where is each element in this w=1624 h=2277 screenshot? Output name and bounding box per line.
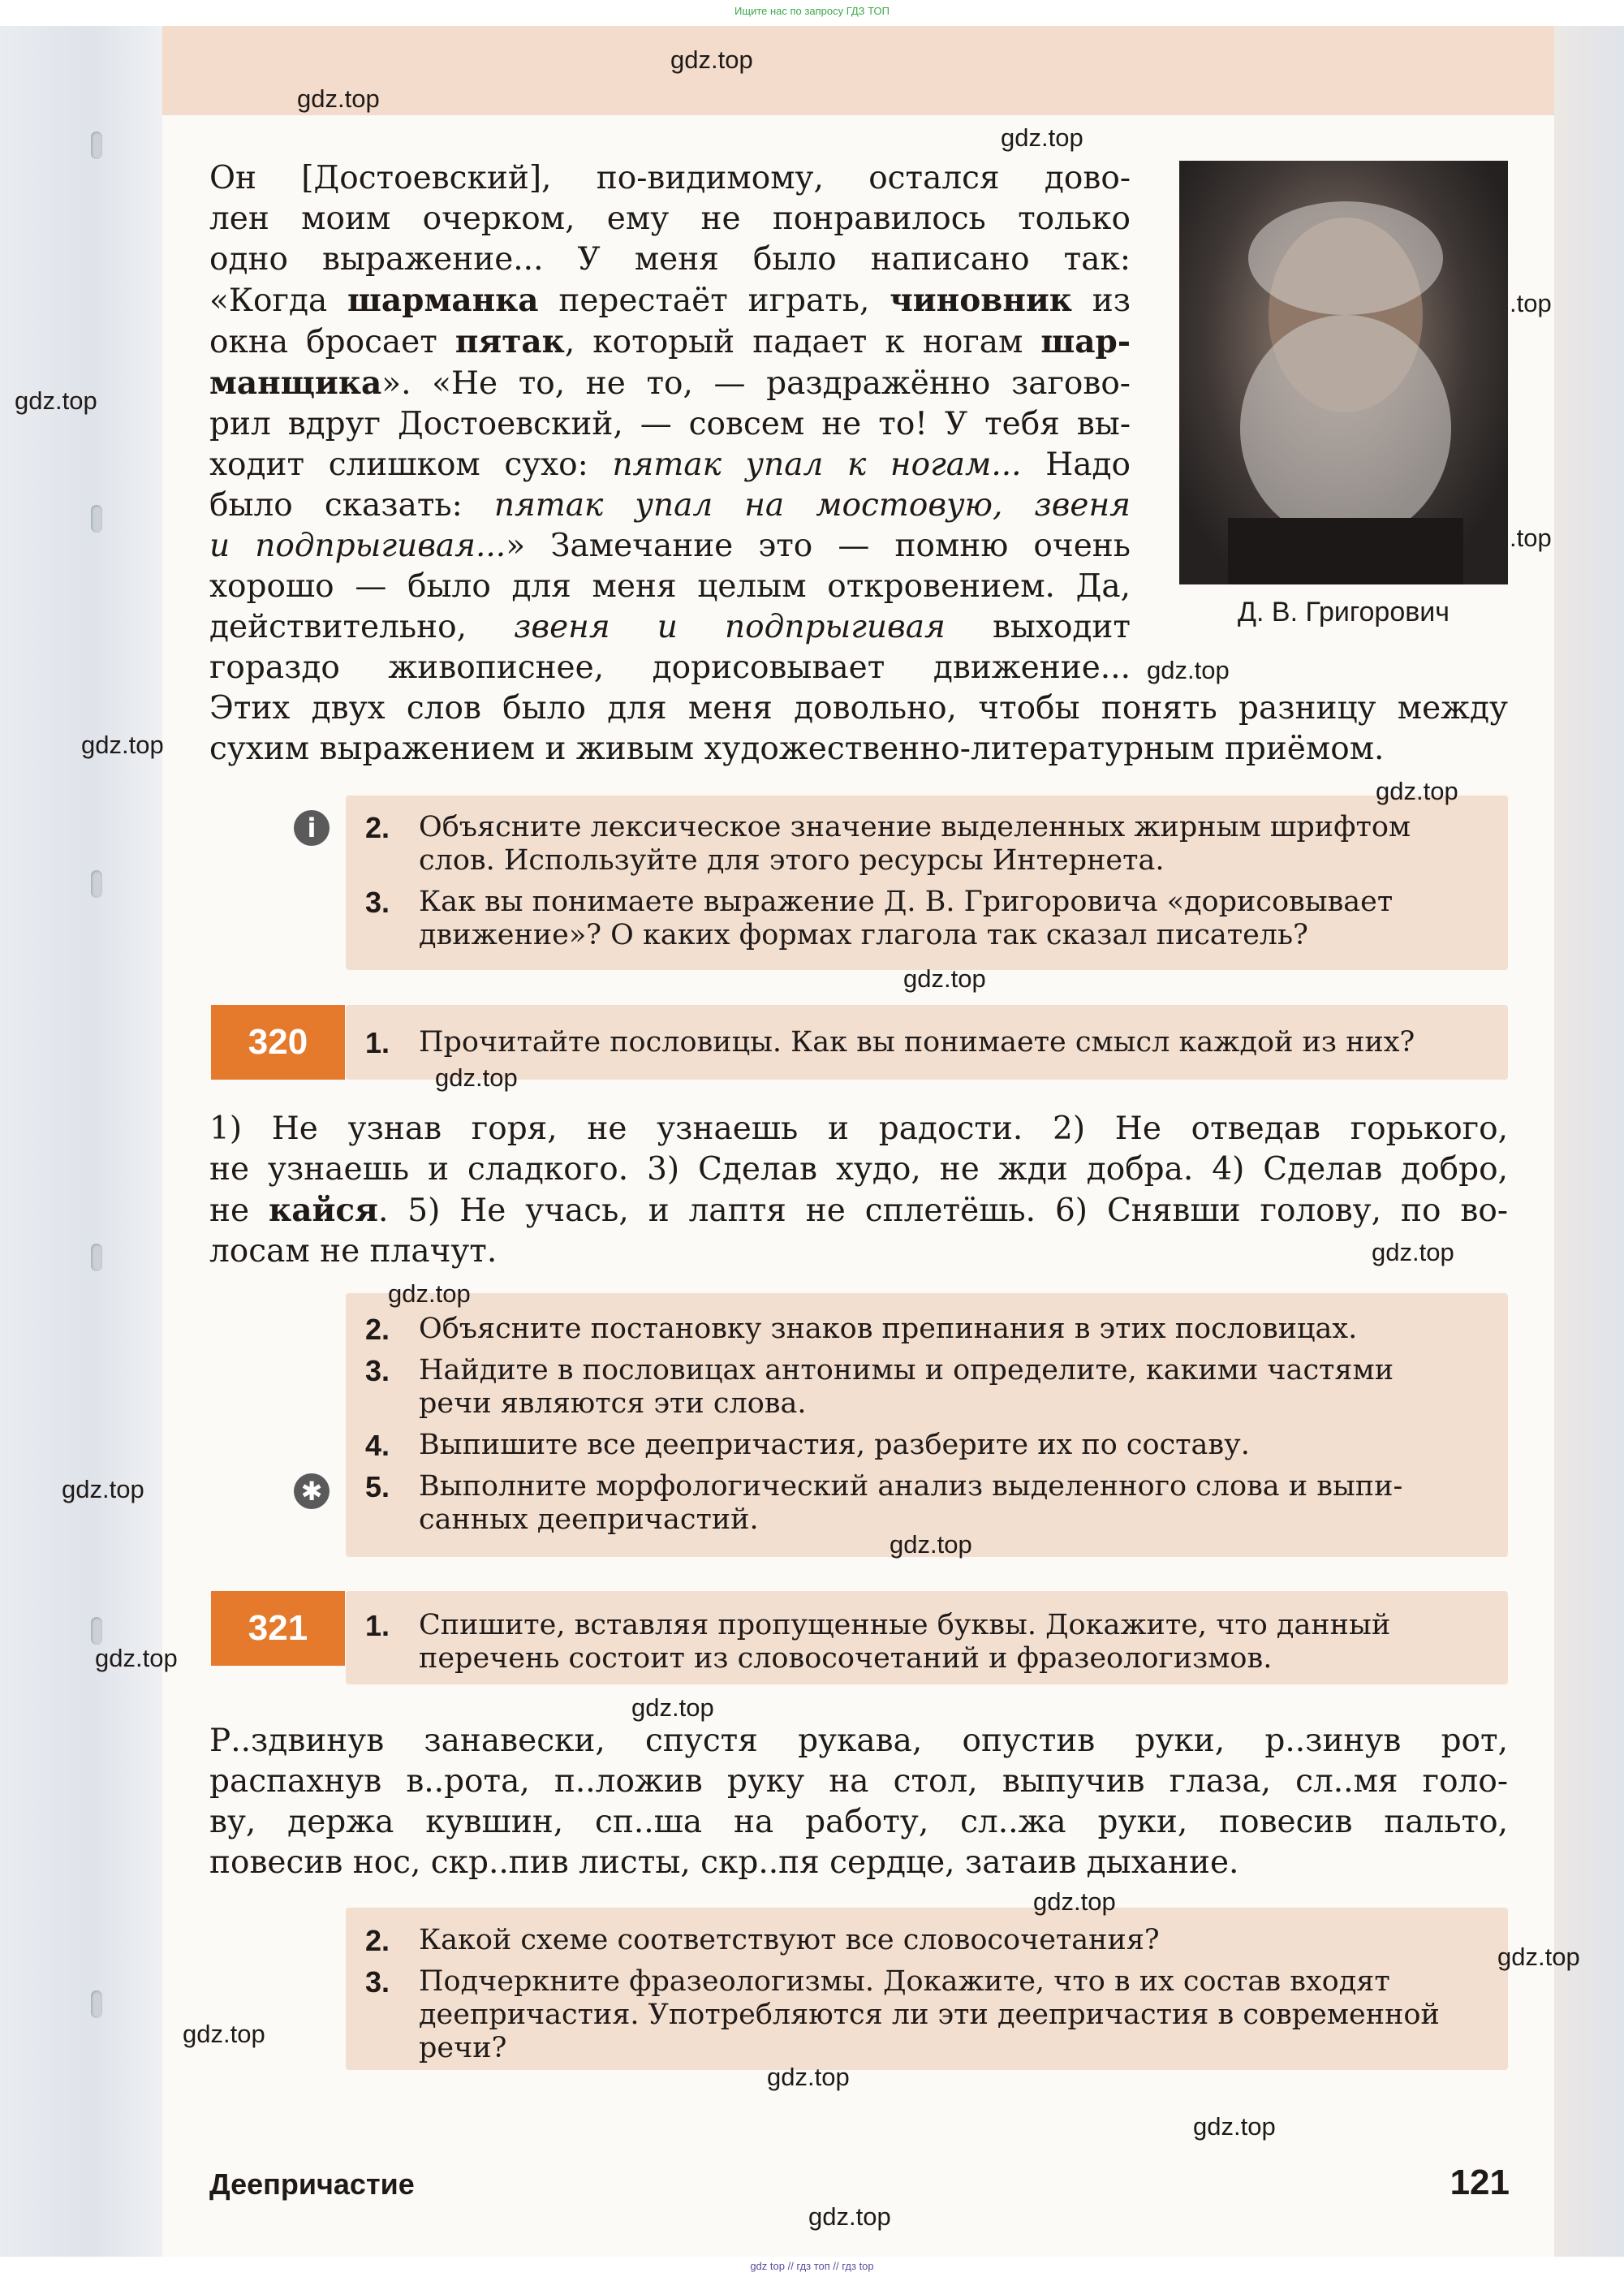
watermark: gdz.top bbox=[1001, 123, 1083, 152]
exercise-text-line: Р..здвинув занавески, спустя рукава, опустив руки, р..зинув рот, bbox=[209, 1723, 1508, 1759]
watermark: gdz.top bbox=[903, 964, 986, 993]
text-run: не bbox=[209, 1192, 269, 1229]
task-text: Объясните лексическое значение выделенных жирным шрифтом bbox=[419, 811, 1411, 843]
task-number: 1. bbox=[365, 1026, 390, 1059]
text-run: ходит слишком сухо: bbox=[209, 446, 613, 483]
intro-line bbox=[209, 688, 1508, 729]
intro-line bbox=[209, 648, 1131, 688]
task-number: 1. bbox=[365, 1609, 390, 1642]
watermark: gdz.top bbox=[435, 1063, 518, 1092]
text-run: Этих двух слов было для меня довольно, чтобы понять разницу между bbox=[209, 690, 1508, 727]
highlighted-word: манщика bbox=[209, 364, 382, 402]
task-item bbox=[365, 811, 1501, 878]
watermark: gdz.top bbox=[767, 2063, 850, 2091]
binding-hole bbox=[91, 1617, 102, 1645]
portrait-image bbox=[1179, 161, 1508, 584]
text-run: 1) Не узнав горя, не узнаешь и радости. 2) Не отведав горького, bbox=[209, 1110, 1508, 1147]
binding-margin bbox=[0, 26, 162, 2257]
exercise-text bbox=[209, 1721, 1508, 1883]
highlighted-word: чиновник bbox=[890, 282, 1072, 319]
exercise-number-badge: 321 bbox=[211, 1591, 345, 1666]
watermark: .top bbox=[1510, 289, 1552, 317]
task-text: Спишите, вставляя пропущенные буквы. Докажите, что данный bbox=[419, 1609, 1391, 1641]
watermark: gdz.top bbox=[808, 2202, 891, 2231]
task-text: Как вы понимаете выражение Д. В. Григоровича «дорисовывает bbox=[419, 886, 1394, 918]
binding-hole bbox=[91, 1990, 102, 2018]
text-run: действительно, bbox=[209, 609, 515, 645]
task-item bbox=[365, 1429, 1501, 1462]
watermark: gdz.top bbox=[1372, 1238, 1454, 1266]
portrait-illustration bbox=[1179, 161, 1508, 584]
task-text: Подчеркните фразеологизмы. Докажите, что в их состав входят bbox=[419, 1965, 1390, 1998]
page-number: 121 bbox=[1450, 2163, 1510, 2202]
intro-line bbox=[209, 239, 1131, 280]
footer-section-title: Деепричастие bbox=[209, 2167, 415, 2201]
task-text: Найдите в пословицах антонимы и определите, какими частями bbox=[419, 1354, 1394, 1386]
bottom-note: gdz top // гдз топ // гдз top bbox=[750, 2260, 874, 2272]
highlighted-word: пятак bbox=[454, 323, 565, 360]
watermark: gdz.top bbox=[62, 1475, 144, 1503]
task-text: Выпишите все деепричастия, разберите их по составу. bbox=[419, 1429, 1250, 1461]
text-run: гораздо живописнее, дорисовывает движение... bbox=[209, 649, 1131, 686]
intro-line bbox=[209, 404, 1131, 445]
text-run: » Замечание это — помню очень bbox=[506, 528, 1131, 564]
task-text: перечень состоит из словосочетаний и фразеологизмов. bbox=[419, 1642, 1273, 1675]
proverb-line bbox=[209, 1190, 1508, 1231]
task-item bbox=[365, 1965, 1501, 2065]
text-run: не узнаешь и сладкого. 3) Сделав худо, не жди добра. 4) Сделав добро, bbox=[209, 1151, 1508, 1188]
portrait-caption: Д. В. Григорович bbox=[1237, 597, 1450, 627]
italic-phrase: пятак упал к ногам... bbox=[612, 446, 1022, 483]
questions-list bbox=[365, 811, 1501, 960]
task-item bbox=[365, 1470, 1501, 1537]
task-text: Выполните морфологический анализ выделенного слова и выпи- bbox=[419, 1470, 1403, 1503]
text-run: было сказать: bbox=[209, 487, 494, 524]
highlighted-word: шар- bbox=[1040, 323, 1131, 360]
proverbs-text bbox=[209, 1109, 1508, 1272]
binding-hole bbox=[91, 1244, 102, 1271]
proverb-line bbox=[209, 1149, 1508, 1190]
task-item bbox=[365, 886, 1501, 952]
exercise-text-line: ву, держа кувшин, сп..ша на работу, сл..жа руки, повесив пальто, bbox=[209, 1804, 1508, 1840]
task-text: Какой схеме соответствуют все словосочетания? bbox=[419, 1924, 1160, 1956]
asterisk-icon: ✱ bbox=[294, 1473, 330, 1509]
highlighted-word: шарманка bbox=[347, 282, 539, 319]
task-text: речи? bbox=[419, 2032, 507, 2064]
task-number: 3. bbox=[365, 886, 390, 919]
task-item bbox=[365, 1924, 1501, 1957]
intro-line bbox=[209, 280, 1131, 321]
questions-list bbox=[365, 1924, 1501, 2073]
watermark: gdz.top bbox=[1147, 656, 1230, 684]
italic-phrase: и подпрыгивая... bbox=[209, 528, 506, 564]
intro-line bbox=[209, 485, 1131, 526]
text-run: хорошо — было для меня целым откровением. Да, bbox=[209, 568, 1131, 605]
text-run: . 5) Не учась, и лаптя не сплетёшь. 6) Снявши голову, по во- bbox=[377, 1192, 1508, 1229]
proverb-line bbox=[209, 1109, 1508, 1149]
text-run: ». «Не то, не то, — раздражённо загово- bbox=[381, 365, 1131, 402]
text-run: сухим выражением и живым художественно-литературным приёмом. bbox=[209, 731, 1385, 767]
binding-hole bbox=[91, 132, 102, 159]
task-text: слов. Используйте для этого ресурсы Интернета. bbox=[419, 844, 1165, 877]
text-run: выходит bbox=[945, 609, 1131, 645]
watermark: gdz.top bbox=[890, 1530, 972, 1559]
intro-line bbox=[209, 321, 1131, 363]
text-run: лосам не плачут. bbox=[209, 1233, 498, 1270]
task-text: движение»? О каких формах глагола так сказал писатель? bbox=[419, 919, 1308, 951]
italic-phrase: пятак упал на мостовую, звеня bbox=[493, 487, 1131, 524]
watermark: gdz.top bbox=[297, 84, 380, 113]
intro-line bbox=[209, 445, 1131, 485]
text-run: рил вдруг Достоевский, — совсем не то! У тебя вы- bbox=[209, 406, 1131, 442]
intro-line bbox=[209, 567, 1131, 607]
task-text: речи являются эти слова. bbox=[419, 1387, 807, 1420]
watermark: gdz.top bbox=[95, 1644, 178, 1672]
task-item bbox=[365, 1313, 1501, 1346]
text-run: «Когда bbox=[209, 282, 347, 319]
italic-phrase: звеня и подпрыгивая bbox=[514, 609, 946, 645]
intro-line bbox=[209, 526, 1131, 567]
task-number: 5. bbox=[365, 1470, 390, 1503]
text-run: одно выражение... У меня было написано так: bbox=[209, 241, 1131, 278]
watermark: gdz.top bbox=[1376, 777, 1458, 805]
text-run: из bbox=[1071, 282, 1131, 319]
info-icon: i bbox=[294, 810, 330, 846]
task-number: 4. bbox=[365, 1429, 390, 1462]
task-number: 2. bbox=[365, 1924, 390, 1957]
intro-line bbox=[209, 158, 1131, 199]
binding-hole bbox=[91, 870, 102, 898]
exercise-instruction bbox=[365, 1609, 1485, 1684]
watermark: .top bbox=[1510, 524, 1552, 552]
text-run: окна бросает bbox=[209, 324, 455, 360]
intro-line bbox=[209, 199, 1131, 239]
text-run: лен моим очерком, ему не понравилось только bbox=[209, 201, 1131, 237]
watermark: gdz.top bbox=[388, 1279, 471, 1308]
intro-line bbox=[209, 607, 1131, 648]
text-run: , который падает к ногам bbox=[564, 324, 1041, 360]
intro-line bbox=[209, 729, 1508, 770]
watermark: gdz.top bbox=[1497, 1943, 1580, 1971]
watermark: gdz.top bbox=[81, 731, 164, 759]
exercise-instruction bbox=[365, 1026, 1539, 1059]
task-text: деепричастия. Употребляются ли эти деепричастия в современной bbox=[419, 1999, 1440, 2031]
task-text: Объясните постановку знаков препинания в этих пословицах. bbox=[419, 1313, 1358, 1345]
watermark: gdz.top bbox=[631, 1693, 714, 1722]
watermark: gdz.top bbox=[15, 386, 97, 415]
intro-line bbox=[209, 363, 1131, 404]
proverb-line bbox=[209, 1231, 1508, 1272]
watermark: gdz.top bbox=[183, 2020, 265, 2048]
binding-hole bbox=[91, 505, 102, 533]
task-number: 2. bbox=[365, 811, 390, 844]
text-run: Надо bbox=[1021, 446, 1131, 483]
top-note: Ищите нас по запросу ГДЗ ТОП bbox=[734, 5, 890, 17]
task-number: 3. bbox=[365, 1965, 390, 1999]
task-text: Прочитайте пословицы. Как вы понимаете смысл каждой из них? bbox=[419, 1026, 1415, 1059]
page-header-band bbox=[32, 26, 1558, 115]
watermark: gdz.top bbox=[1033, 1887, 1116, 1916]
task-item bbox=[365, 1354, 1501, 1421]
watermark: gdz.top bbox=[670, 45, 753, 74]
questions-list bbox=[365, 1313, 1501, 1545]
watermark: gdz.top bbox=[1193, 2112, 1276, 2141]
highlighted-word: кайся bbox=[269, 1192, 378, 1229]
task-number: 3. bbox=[365, 1354, 390, 1387]
task-text: санных деепричастий. bbox=[419, 1503, 759, 1536]
exercise-text-line: повесив нос, скр..пив листы, скр..пя сердце, затаив дыхание. bbox=[209, 1844, 1239, 1881]
text-run: перестаёт играть, bbox=[538, 282, 890, 319]
right-margin bbox=[1554, 26, 1624, 2257]
task-item bbox=[365, 1609, 1485, 1675]
task-number: 2. bbox=[365, 1313, 390, 1346]
exercise-number-badge: 320 bbox=[211, 1005, 345, 1080]
exercise-text-line: распахнув в..рота, п..ложив руку на стол, выпучив глаза, сл..мя голо- bbox=[209, 1763, 1508, 1800]
text-run: Он [Достоевский], по-видимому, остался дово- bbox=[209, 160, 1131, 196]
